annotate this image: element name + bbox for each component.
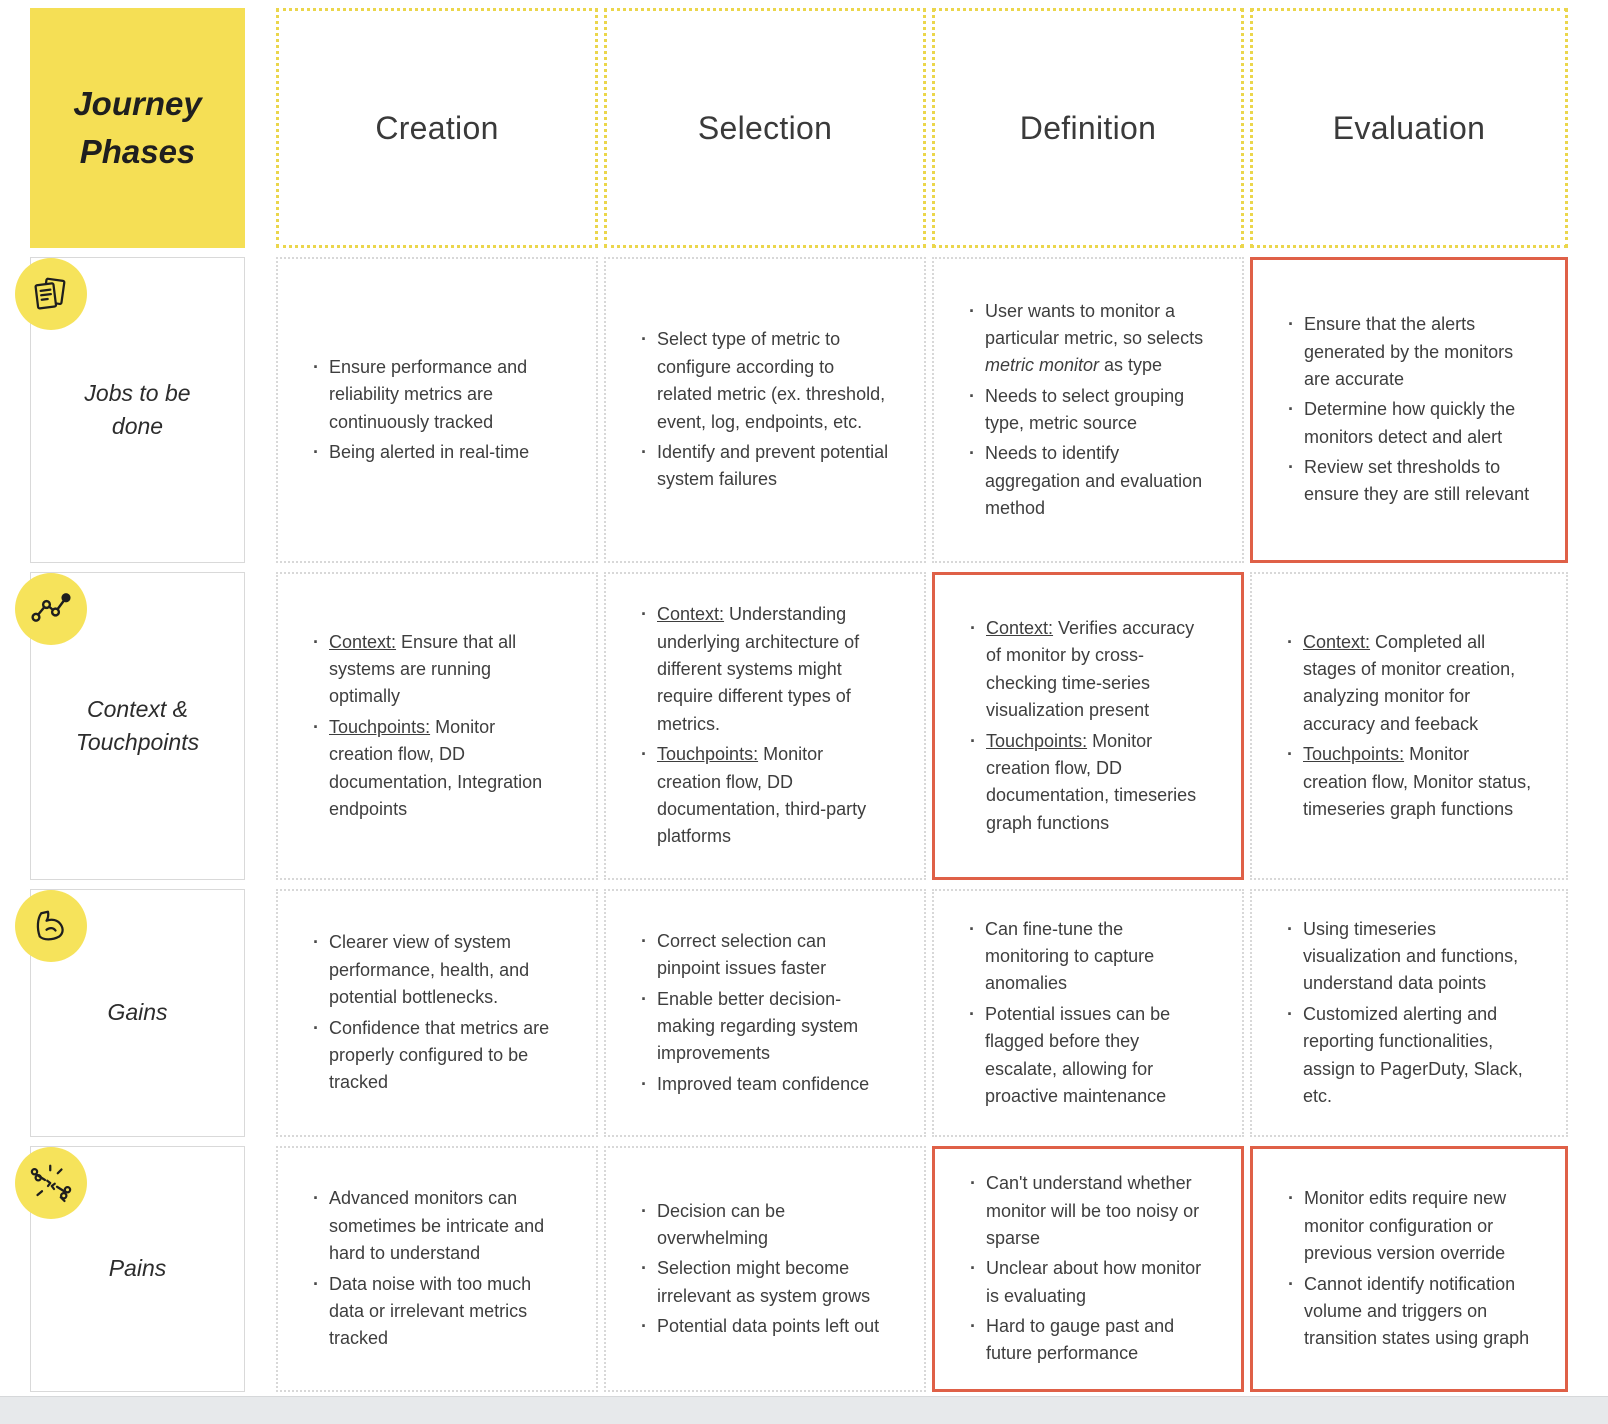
- bullet-list: [1286, 913, 1532, 1114]
- bullet-item: · Touchpoints: Monitor creation flow, DD documentation, Integration endpoints: [312, 714, 562, 823]
- cell-pains-definition: [932, 1146, 1244, 1392]
- row-label-text: Pains: [108, 1255, 167, 1282]
- row-label-text: Jobs to be done: [84, 379, 191, 439]
- cell-pains-selection: [604, 1146, 926, 1392]
- bullet-item: · Potential issues can be flagged before they escalate, allowing for proactive maintenance: [968, 1001, 1208, 1110]
- bullet-item: · Needs to select grouping type, metric source: [968, 383, 1208, 438]
- phase-header-selection: [604, 8, 926, 248]
- page-bottom-strip: [0, 1396, 1608, 1424]
- cell-context-touchpoints-creation: [276, 572, 598, 880]
- bullet-item: · Ensure that the alerts generated by the monitors are accurate: [1287, 311, 1531, 393]
- chart-line-icon: [15, 573, 87, 645]
- row-label-gains: [30, 889, 245, 1137]
- bullet-list: [968, 913, 1208, 1114]
- bullet-item: · Monitor edits require new monitor configuration or previous version override: [1287, 1185, 1531, 1267]
- broken-bone-icon: [15, 1147, 87, 1219]
- bullet-item: · Clearer view of system performance, health, and potential bottlenecks.: [312, 929, 562, 1011]
- phase-header-label: Evaluation: [1332, 109, 1486, 146]
- cell-jobs-to-be-done-selection: [604, 257, 926, 563]
- bullet-item: · Unclear about how monitor is evaluating: [969, 1255, 1207, 1310]
- bullet-item: · Ensure performance and reliability metrics are continuously tracked: [312, 354, 562, 436]
- bullet-item: · Touchpoints: Monitor creation flow, Monitor status, timeseries graph functions: [1286, 741, 1532, 823]
- bullet-item: · Correct selection can pinpoint issues faster: [640, 928, 890, 983]
- bullet-list: [968, 295, 1208, 526]
- bullet-item: · Improved team confidence: [640, 1071, 890, 1098]
- bullet-list: [312, 626, 562, 827]
- cell-jobs-to-be-done-evaluation: [1250, 257, 1568, 563]
- bullet-item: · Advanced monitors can sometimes be intricate and hard to understand: [312, 1185, 562, 1267]
- bullet-item: · Confidence that metrics are properly configured to be tracked: [312, 1015, 562, 1097]
- bullet-item: · Select type of metric to configure according to related metric (ex. threshold, event, log, endpoints, etc.: [640, 326, 890, 435]
- bullet-item: · Can't understand whether monitor will be too noisy or sparse: [969, 1170, 1207, 1252]
- cell-gains-evaluation: [1250, 889, 1568, 1137]
- journey-map-grid: [30, 8, 1568, 1392]
- phase-header-definition: [932, 8, 1244, 248]
- row-label-text: Gains: [107, 999, 168, 1026]
- phase-header-label: Definition: [1019, 109, 1157, 146]
- bullet-list: [640, 598, 890, 853]
- bullet-item: · Enable better decision-making regarding system improvements: [640, 986, 890, 1068]
- cell-context-touchpoints-definition: [932, 572, 1244, 880]
- bullet-item: · User wants to monitor a particular metric, so selects metric monitor as type: [968, 298, 1208, 380]
- cell-gains-creation: [276, 889, 598, 1137]
- cell-context-touchpoints-selection: [604, 572, 926, 880]
- bullet-item: · Being alerted in real-time: [312, 439, 562, 466]
- bullet-item: · Selection might become irrelevant as system grows: [640, 1255, 890, 1310]
- bullet-list: [1287, 1182, 1531, 1355]
- bullet-list: [969, 612, 1207, 840]
- row-label-text: Context & Touchpoints: [75, 695, 200, 755]
- bullet-list: [640, 925, 890, 1101]
- bullet-item: · Identify and prevent potential system failures: [640, 439, 890, 494]
- journey-phases-title: [30, 8, 245, 248]
- bullet-item: · Needs to identify aggregation and evaluation method: [968, 440, 1208, 522]
- journey-phases-title-text: Journey Phases: [73, 85, 202, 170]
- row-label-pains: [30, 1146, 245, 1392]
- cell-pains-evaluation: [1250, 1146, 1568, 1392]
- bullet-item: · Context: Understanding underlying architecture of different systems might require different types of metrics.: [640, 601, 890, 738]
- bullet-list: [1286, 626, 1532, 827]
- bullet-list: [1287, 308, 1531, 512]
- bullet-item: · Touchpoints: Monitor creation flow, DD documentation, third-party platforms: [640, 741, 890, 850]
- notes-icon: [15, 258, 87, 330]
- bullet-item: · Context: Ensure that all systems are running optimally: [312, 629, 562, 711]
- bullet-list: [312, 1182, 562, 1355]
- phase-header-label: Selection: [697, 109, 833, 146]
- bullet-list: [640, 1195, 890, 1344]
- bullet-item: · Determine how quickly the monitors detect and alert: [1287, 396, 1531, 451]
- bullet-list: [312, 351, 562, 469]
- bullet-item: · Context: Completed all stages of monitor creation, analyzing monitor for accuracy and feeback: [1286, 629, 1532, 738]
- cell-gains-definition: [932, 889, 1244, 1137]
- cell-gains-selection: [604, 889, 926, 1137]
- bullet-item: · Using timeseries visualization and functions, understand data points: [1286, 916, 1532, 998]
- bullet-item: · Review set thresholds to ensure they are still relevant: [1287, 454, 1531, 509]
- bullet-item: · Touchpoints: Monitor creation flow, DD documentation, timeseries graph functions: [969, 728, 1207, 837]
- bullet-list: [969, 1167, 1207, 1371]
- phase-header-label: Creation: [375, 109, 499, 146]
- bullet-item: · Can fine-tune the monitoring to capture anomalies: [968, 916, 1208, 998]
- bullet-list: [312, 926, 562, 1099]
- muscle-icon: [15, 890, 87, 962]
- row-label-jobs-to-be-done: [30, 257, 245, 563]
- bullet-list: [640, 323, 890, 496]
- phase-header-evaluation: [1250, 8, 1568, 248]
- bullet-item: · Potential data points left out: [640, 1313, 890, 1340]
- phase-header-creation: [276, 8, 598, 248]
- bullet-item: · Context: Verifies accuracy of monitor by cross-checking time-series visualization present: [969, 615, 1207, 724]
- bullet-item: · Cannot identify notification volume and triggers on transition states using graph: [1287, 1271, 1531, 1353]
- bullet-item: · Hard to gauge past and future performance: [969, 1313, 1207, 1368]
- cell-pains-creation: [276, 1146, 598, 1392]
- cell-jobs-to-be-done-definition: [932, 257, 1244, 563]
- cell-context-touchpoints-evaluation: [1250, 572, 1568, 880]
- bullet-item: · Data noise with too much data or irrelevant metrics tracked: [312, 1271, 562, 1353]
- row-label-context-touchpoints: [30, 572, 245, 880]
- bullet-item: · Customized alerting and reporting functionalities, assign to PagerDuty, Slack, etc.: [1286, 1001, 1532, 1110]
- bullet-item: · Decision can be overwhelming: [640, 1198, 890, 1253]
- cell-jobs-to-be-done-creation: [276, 257, 598, 563]
